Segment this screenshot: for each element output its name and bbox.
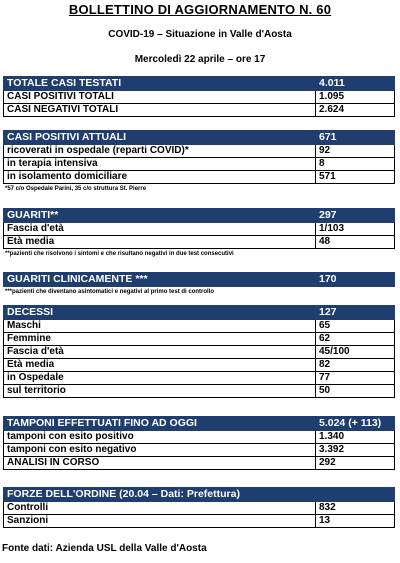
row-value: 1.340 <box>316 431 395 444</box>
row-label: in isolamento domiciliare <box>4 171 316 184</box>
footnote: *57 c/o Ospedale Parini, 35 c/o struttura St. Pierre <box>5 186 147 192</box>
row-value: 48 <box>316 236 395 249</box>
table-row <box>4 223 395 236</box>
table-row <box>4 104 395 117</box>
row-label: in terapia intensiva <box>4 158 316 171</box>
section-header-value <box>316 488 395 502</box>
table-row <box>4 158 395 171</box>
table-row <box>4 457 395 470</box>
section-header <box>4 209 395 223</box>
table-row <box>4 333 395 346</box>
row-label: ricoverati in ospedale (reparti COVID)* <box>4 145 316 158</box>
table-row <box>4 320 395 333</box>
table-row <box>4 346 395 359</box>
row-label: tamponi con esito positivo <box>4 431 316 444</box>
section-tamponi <box>3 416 394 470</box>
row-label: in Ospedale <box>4 372 316 385</box>
section-header-value: 297 <box>316 209 395 223</box>
section-header-label: DECESSI <box>4 306 316 320</box>
section-header-label: GUARITI** <box>4 209 316 223</box>
table-row <box>4 444 395 457</box>
section-header <box>4 77 395 91</box>
row-value: 82 <box>316 359 395 372</box>
row-value: 2.624 <box>316 104 395 117</box>
section-positivi <box>3 130 394 194</box>
section-guariti-clinicamente <box>3 272 394 297</box>
row-value: 50 <box>316 385 395 398</box>
row-label: Sanzioni <box>4 515 316 528</box>
bulletin-subtitle: COVID-19 – Situazione in Valle d'Aosta <box>108 29 292 40</box>
footnote: ***pazienti che diventano asintomatici e negativi al primo test di controllo <box>5 289 215 295</box>
section-header <box>4 488 395 502</box>
section-header <box>4 273 395 287</box>
row-value: 292 <box>316 457 395 470</box>
row-label: Età media <box>4 359 316 372</box>
row-label: Età media <box>4 236 316 249</box>
row-label: tamponi con esito negativo <box>4 444 316 457</box>
section-header-label: TAMPONI EFFETTUATI FINO AD OGGI <box>4 417 316 431</box>
section-header-value: 4.011 <box>316 77 395 91</box>
row-value: 65 <box>316 320 395 333</box>
bulletin-title: BOLLETTINO DI AGGIORNAMENTO N. 60 <box>68 2 332 17</box>
row-label: sul territorio <box>4 385 316 398</box>
row-value: 8 <box>316 158 395 171</box>
row-value: 1/103 <box>316 223 395 236</box>
row-label: Maschi <box>4 320 316 333</box>
row-label: Fascia d'età <box>4 223 316 236</box>
table-row <box>4 385 395 398</box>
bulletin-date: Mercoledì 22 aprile – ore 17 <box>134 54 266 65</box>
row-value: 92 <box>316 145 395 158</box>
section-header <box>4 417 395 431</box>
table-row <box>4 502 395 515</box>
table-row <box>4 372 395 385</box>
section-header-value: 127 <box>316 306 395 320</box>
row-label: CASI POSITIVI TOTALI <box>4 91 316 104</box>
footnote: **pazienti che risolvono i sintomi e che risultano negativi in due test consecutivi <box>5 251 234 257</box>
source-footer: Fonte dati: Azienda USL della Valle d'Aosta <box>2 543 207 554</box>
row-label: CASI NEGATIVI TOTALI <box>4 104 316 117</box>
row-value: 45/100 <box>316 346 395 359</box>
section-header <box>4 306 395 320</box>
section-header-label: GUARITI CLINICAMENTE *** <box>4 273 316 287</box>
row-label: ANALISI IN CORSO <box>4 457 316 470</box>
section-header-label: CASI POSITIVI ATTUALI <box>4 131 316 145</box>
row-value: 62 <box>316 333 395 346</box>
table-row <box>4 171 395 184</box>
row-value: 13 <box>316 515 395 528</box>
section-header-value: 5.024 (+ 113) <box>316 417 395 431</box>
table-row <box>4 91 395 104</box>
row-value: 571 <box>316 171 395 184</box>
row-value: 832 <box>316 502 395 515</box>
section-header-value: 671 <box>316 131 395 145</box>
section-forze <box>3 487 394 528</box>
section-totali <box>3 76 394 117</box>
row-label: Controlli <box>4 502 316 515</box>
table-row <box>4 145 395 158</box>
section-header-value: 170 <box>316 273 395 287</box>
row-label: Femmine <box>4 333 316 346</box>
section-header-label: FORZE DELL'ORDINE (20.04 – Dati: Prefettura) <box>4 488 316 502</box>
table-row <box>4 515 395 528</box>
row-label: Fascia d'età <box>4 346 316 359</box>
row-value: 77 <box>316 372 395 385</box>
table-row <box>4 359 395 372</box>
row-value: 3.392 <box>316 444 395 457</box>
section-guariti <box>3 208 394 259</box>
row-value: 1.095 <box>316 91 395 104</box>
table-row <box>4 431 395 444</box>
table-row <box>4 236 395 249</box>
section-decessi <box>3 305 394 398</box>
section-header <box>4 131 395 145</box>
section-header-label: TOTALE CASI TESTATI <box>4 77 316 91</box>
